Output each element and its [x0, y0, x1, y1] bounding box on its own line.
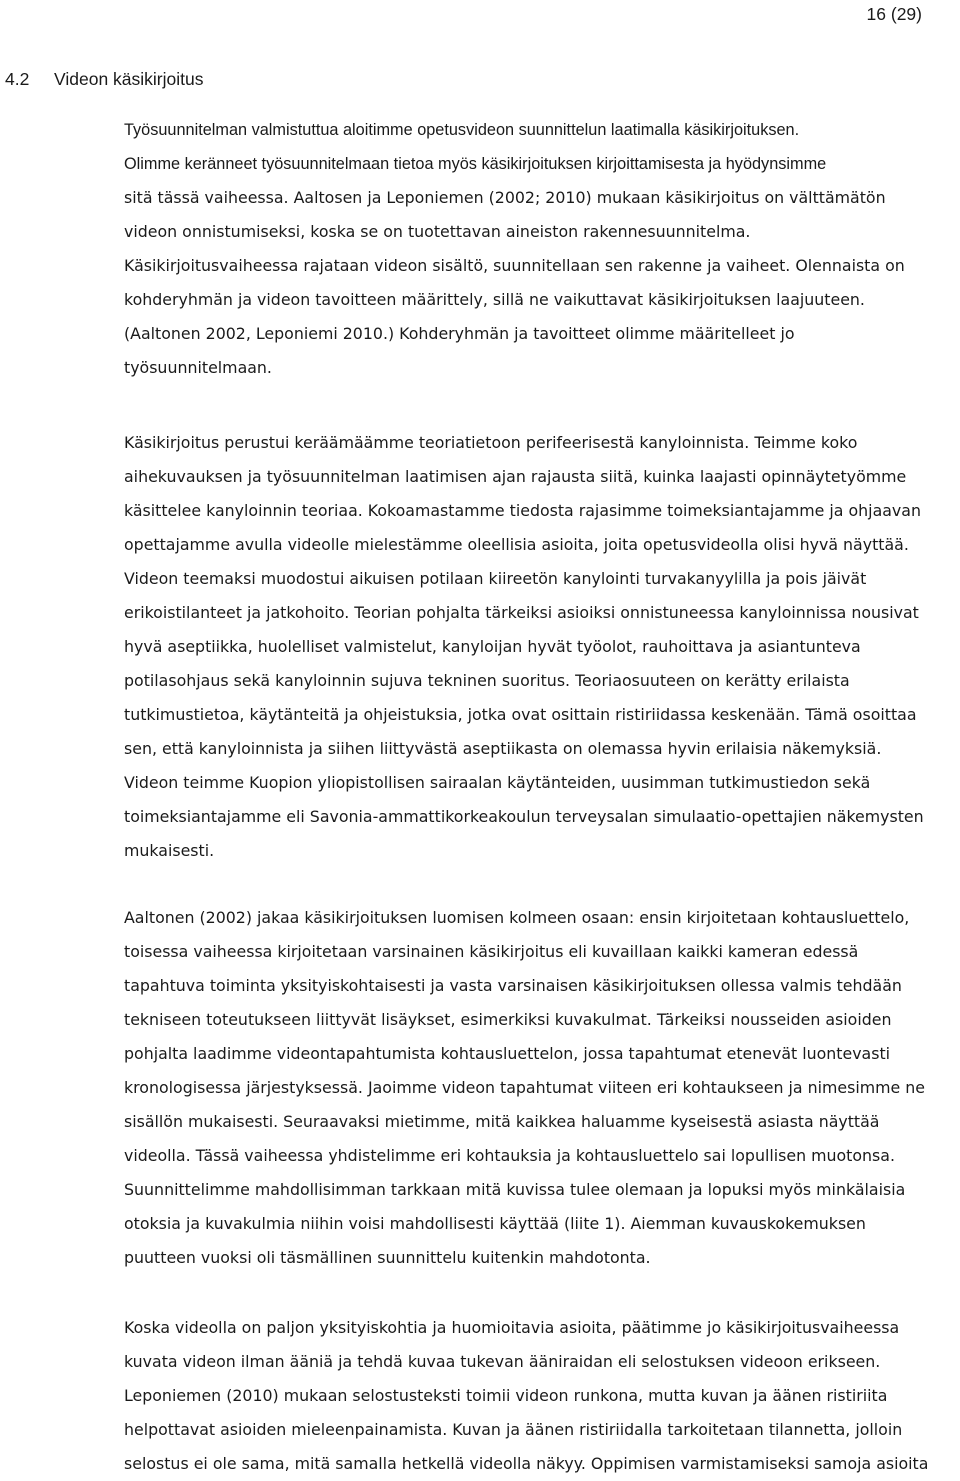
paragraph	[124, 901, 960, 1275]
section-title: Videon käsikirjoitus	[54, 69, 204, 89]
text-line: Olimme keränneet työsuunnitelmaan tietoa myös käsikirjoituksen kirjoittamisesta ja hyödynsimme	[124, 155, 827, 173]
text-line: tapahtuva toiminta yksityiskohtaisesti ja vasta varsinaisen käsikirjoituksen ollessa valmis tehdään	[124, 976, 902, 995]
text-line: Aaltonen (2002) jakaa käsikirjoituksen luomisen kolmeen osaan: ensin kirjoitetaan kohtausluettelo,	[124, 908, 910, 927]
text-line: videon onnistumiseksi, koska se on tuotettavan aineiston rakennesuunnitelma.	[124, 222, 751, 241]
text-line: (Aaltonen 2002, Leponiemi 2010.) Kohderyhmän ja tavoitteet olimme määritelleet jo	[124, 324, 795, 343]
text-line: toimeksiantajamme eli Savonia-ammattikorkeakoulun terveysalan simulaatio-opettajien näkemysten	[124, 807, 924, 826]
text-line: Leponiemen (2010) mukaan selostusteksti toimii videon runkona, mutta kuvan ja äänen ristiriita	[124, 1386, 888, 1405]
text-line: hyvä aseptiikka, huolelliset valmistelut, kanyloijan hyvät työolot, rauhoittava ja asiantunteva	[124, 637, 861, 656]
text-line: sitä tässä vaiheessa. Aaltosen ja Leponiemen (2002; 2010) mukaan käsikirjoitus on välttämätön	[124, 188, 886, 207]
text-line: puutteen vuoksi oli täsmällinen suunnittelu kuitenkin mahdotonta.	[124, 1248, 651, 1267]
paragraph	[124, 1311, 960, 1481]
text-line: aihekuvauksen ja työsuunnitelman laatimisen ajan rajausta siitä, kuinka laajasti opinnäytetyömme	[124, 467, 907, 486]
page-number: 16 (29)	[866, 4, 922, 24]
text-line: kohderyhmän ja videon tavoitteen määrittely, sillä ne vaikuttavat käsikirjoituksen laajuuteen.	[124, 290, 865, 309]
text-line: Käsikirjoitusvaiheessa rajataan videon sisältö, suunnitellaan sen rakenne ja vaiheet. Olennaista on	[124, 256, 905, 275]
text-line: mukaisesti.	[124, 841, 215, 860]
text-line: Videon teemaksi muodostui aikuisen potilaan kiireetön kanylointi turvakanyylilla ja pois jäivät	[124, 569, 867, 588]
text-line: tekniseen toteutukseen liittyvät lisäykset, esimerkiksi kuvakulmat. Tärkeiksi nousseiden asioiden	[124, 1010, 892, 1029]
text-line: Suunnittelimme mahdollisimman tarkkaan mitä kuvissa tulee olemaan ja lopuksi myös minkälaisia	[124, 1180, 906, 1199]
section-number: 4.2	[5, 69, 30, 89]
section-heading	[5, 67, 203, 91]
text-line: helpottavat asioiden mieleenpainamista. Kuvan ja äänen ristiriidalla tarkoitetaan tilannetta, jolloin	[124, 1420, 903, 1439]
text-line: pohjalta laadimme videontapahtumista kohtausluettelon, jossa tapahtumat etenevät luontevasti	[124, 1044, 891, 1063]
text-line: tutkimustietoa, käytänteitä ja ohjeistuksia, jotka ovat osittain ristiriidassa keskenään. Tämä osoittaa	[124, 705, 917, 724]
text-line: potilasohjaus sekä kanyloinnin sujuva tekninen suoritus. Teoriaosuuteen on kerätty erilaista	[124, 671, 850, 690]
text-line: sen, että kanyloinnista ja siihen liittyvästä aseptiikasta on olemassa hyvin erilaisia näkemyksiä.	[124, 739, 882, 758]
text-line: sisällön mukaisesti. Seuraavaksi mietimme, mitä kaikkea haluamme kyseisestä asiasta näyttää	[124, 1112, 880, 1131]
text-line: Työsuunnitelman valmistuttua aloitimme opetusvideon suunnittelun laatimalla käsikirjoituksen.	[124, 121, 800, 139]
text-line: työsuunnitelmaan.	[124, 358, 272, 377]
text-line: Koska videolla on paljon yksityiskohtia ja huomioitavia asioita, päätimme jo käsikirjoitusvaiheessa	[124, 1318, 900, 1337]
text-line: videolla. Tässä vaiheessa yhdistelimme eri kohtauksia ja kohtausluettelo sai lopullisen muotonsa.	[124, 1146, 895, 1165]
text-line: Videon teimme Kuopion yliopistollisen sairaalan käytänteiden, uusimman tutkimustiedon sekä	[124, 773, 871, 792]
paragraph	[124, 426, 960, 868]
text-line: selostus ei ole sama, mitä samalla hetkellä videolla näkyy. Oppimisen varmistamiseksi samoja asioita	[124, 1454, 929, 1473]
text-line: käsittelee kanyloinnin teoriaa. Kokoamastamme tiedosta rajasimme toimeksiantajamme ja ohjaavan	[124, 501, 921, 520]
text-line: kuvata videon ilman ääniä ja tehdä kuvaa tukevan ääniraidan eli selostuksen videoon erikseen.	[124, 1352, 881, 1371]
text-line: toisessa vaiheessa kirjoitetaan varsinainen käsikirjoitus eli kuvaillaan kaikki kameran edessä	[124, 942, 859, 961]
paragraph	[124, 113, 960, 385]
text-line: Käsikirjoitus perustui keräämäämme teoriatietoon perifeerisestä kanyloinnista. Teimme koko	[124, 433, 858, 452]
text-line: kronologisessa järjestyksessä. Jaoimme videon tapahtumat viiteen eri kohtaukseen ja nimesimme ne	[124, 1078, 925, 1097]
text-line: opettajamme avulla videolle mielestämme oleellisia asioita, joita opetusvideolla olisi hyvä näyttää.	[124, 535, 909, 554]
text-line: otoksia ja kuvakulmia niihin voisi mahdollisesti käyttää (liite 1). Aiemman kuvauskokemuksen	[124, 1214, 866, 1233]
text-line: erikoistilanteet ja jatkohoito. Teorian pohjalta tärkeiksi asioiksi onnistuneessa kanyloinnissa nousivat	[124, 603, 919, 622]
